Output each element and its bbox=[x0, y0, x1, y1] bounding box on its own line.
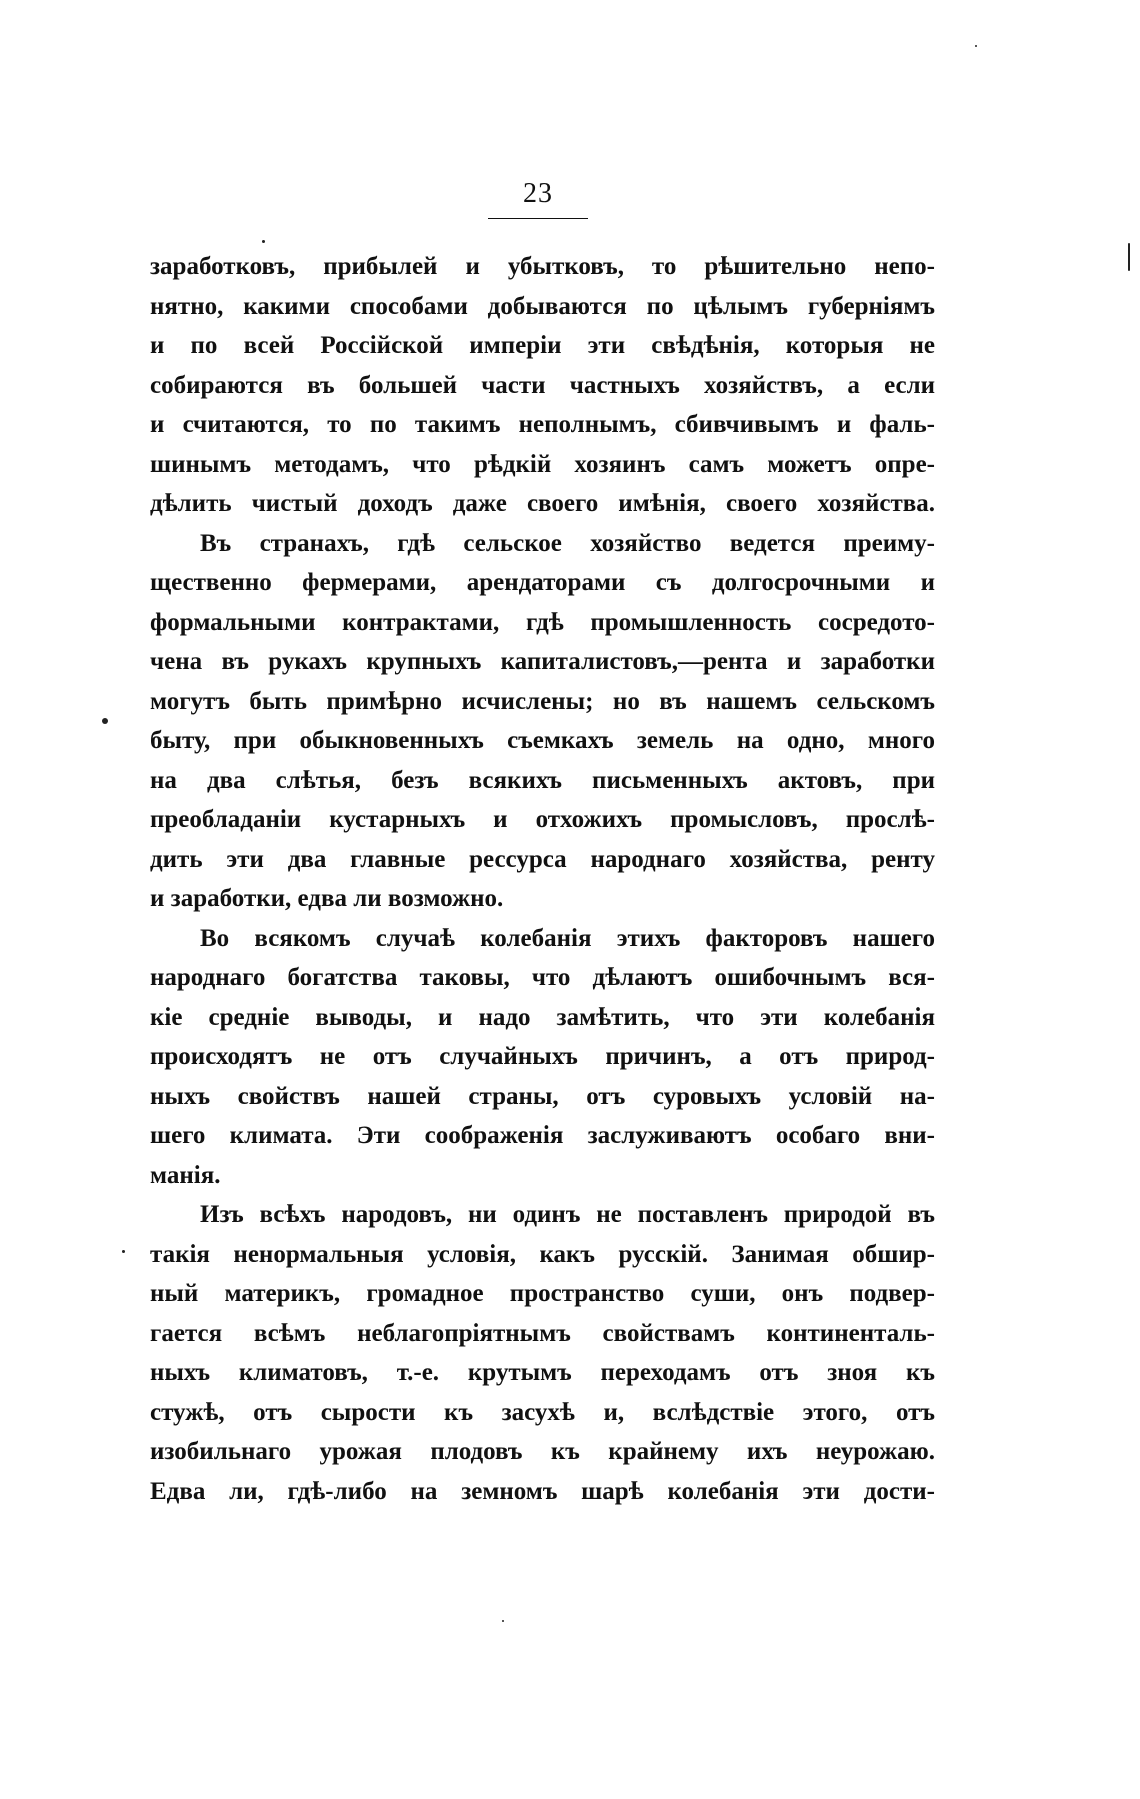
text-line: ныхъ свойствъ нашей страны, отъ суровыхъ условій на- bbox=[150, 1082, 935, 1110]
text-line: ный материкъ, громадное пространство суши, онъ подвер- bbox=[150, 1280, 935, 1307]
scan-speck bbox=[122, 1250, 125, 1253]
text-line: такія ненормальныя условія, какъ русскій. Занимая обшир- bbox=[150, 1240, 935, 1268]
text-line: чена въ рукахъ крупныхъ капиталистовъ,—рента и заработки bbox=[150, 648, 935, 675]
text-line: и заработки, едва ли возможно. bbox=[150, 885, 504, 912]
text-line: народнаго богатства таковы, что дѣлаютъ ошибочнымъ вся- bbox=[150, 964, 935, 991]
text-line: Изъ всѣхъ народовъ, ни одинъ не поставленъ природой въ bbox=[200, 1201, 935, 1228]
text-line: и считаются, то по такимъ неполнымъ, сбивчивымъ и фаль- bbox=[150, 411, 935, 438]
text-line: изобильнаго урожая плодовъ къ крайнему ихъ неурожаю. bbox=[150, 1438, 935, 1465]
text-line: Едва ли, гдѣ-либо на земномъ шарѣ колебанія эти дости- bbox=[150, 1477, 935, 1505]
scan-speck bbox=[975, 45, 977, 47]
text-line: манія. bbox=[150, 1161, 221, 1189]
text-line: Въ странахъ, гдѣ сельское хозяйство ведется преиму- bbox=[200, 529, 935, 557]
paragraph-4 bbox=[150, 1195, 935, 1511]
page-text bbox=[150, 247, 935, 1511]
text-line: заработковъ, прибылей и убытковъ, то рѣшительно непо- bbox=[150, 253, 935, 280]
text-line: Во всякомъ случаѣ колебанія этихъ факторовъ нашего bbox=[200, 924, 935, 952]
text-line: дить эти два главные рессурса народнаго хозяйства, ренту bbox=[150, 845, 935, 873]
paragraph-1 bbox=[150, 247, 935, 524]
scan-speck bbox=[262, 240, 265, 243]
text-line: и по всей Россійской имперіи эти свѣдѣнія, которыя не bbox=[150, 332, 935, 359]
page-number: 23 bbox=[523, 178, 553, 209]
text-line: шего климата. Эти соображенія заслуживаютъ особаго вни- bbox=[150, 1122, 935, 1149]
text-line: гается всѣмъ неблагопріятнымъ свойствамъ континенталь- bbox=[150, 1319, 935, 1347]
scan-speck bbox=[1128, 243, 1130, 271]
text-line: стужѣ, отъ сырости къ засухѣ и, вслѣдствіе этого, отъ bbox=[150, 1398, 935, 1426]
paragraph-2 bbox=[150, 524, 935, 919]
text-line: собираются въ большей части частныхъ хозяйствъ, а если bbox=[150, 371, 935, 399]
text-line: щественно фермерами, арендаторами съ долгосрочными и bbox=[150, 569, 935, 596]
text-line: дѣлить чистый доходъ даже своего имѣнія, своего хозяйства. bbox=[150, 490, 935, 517]
text-line: формальными контрактами, гдѣ промышленность сосредото- bbox=[150, 608, 935, 636]
text-line: могутъ быть примѣрно исчислены; но въ нашемъ сельскомъ bbox=[150, 687, 935, 715]
text-line: нятно, какими способами добываются по цѣлымъ губерніямъ bbox=[150, 292, 935, 320]
paragraph-3 bbox=[150, 919, 935, 1196]
text-line: на два слѣтья, безъ всякихъ письменныхъ актовъ, при bbox=[150, 766, 935, 794]
text-line: происходятъ не отъ случайныхъ причинъ, а отъ природ- bbox=[150, 1043, 935, 1070]
text-line: шинымъ методамъ, что рѣдкій хозяинъ самъ можетъ опре- bbox=[150, 450, 935, 478]
page-number-rule bbox=[488, 218, 588, 219]
text-line: кіе средніе выводы, и надо замѣтить, что эти колебанія bbox=[150, 1003, 935, 1031]
scan-speck bbox=[502, 1620, 504, 1622]
text-line: быту, при обыкновенныхъ съемкахъ земель на одно, много bbox=[150, 727, 935, 754]
scan-speck bbox=[102, 718, 108, 724]
text-line: преобладаніи кустарныхъ и отхожихъ промысловъ, прослѣ- bbox=[150, 806, 935, 833]
text-line: ныхъ климатовъ, т.-е. крутымъ переходамъ отъ зноя къ bbox=[150, 1359, 935, 1386]
